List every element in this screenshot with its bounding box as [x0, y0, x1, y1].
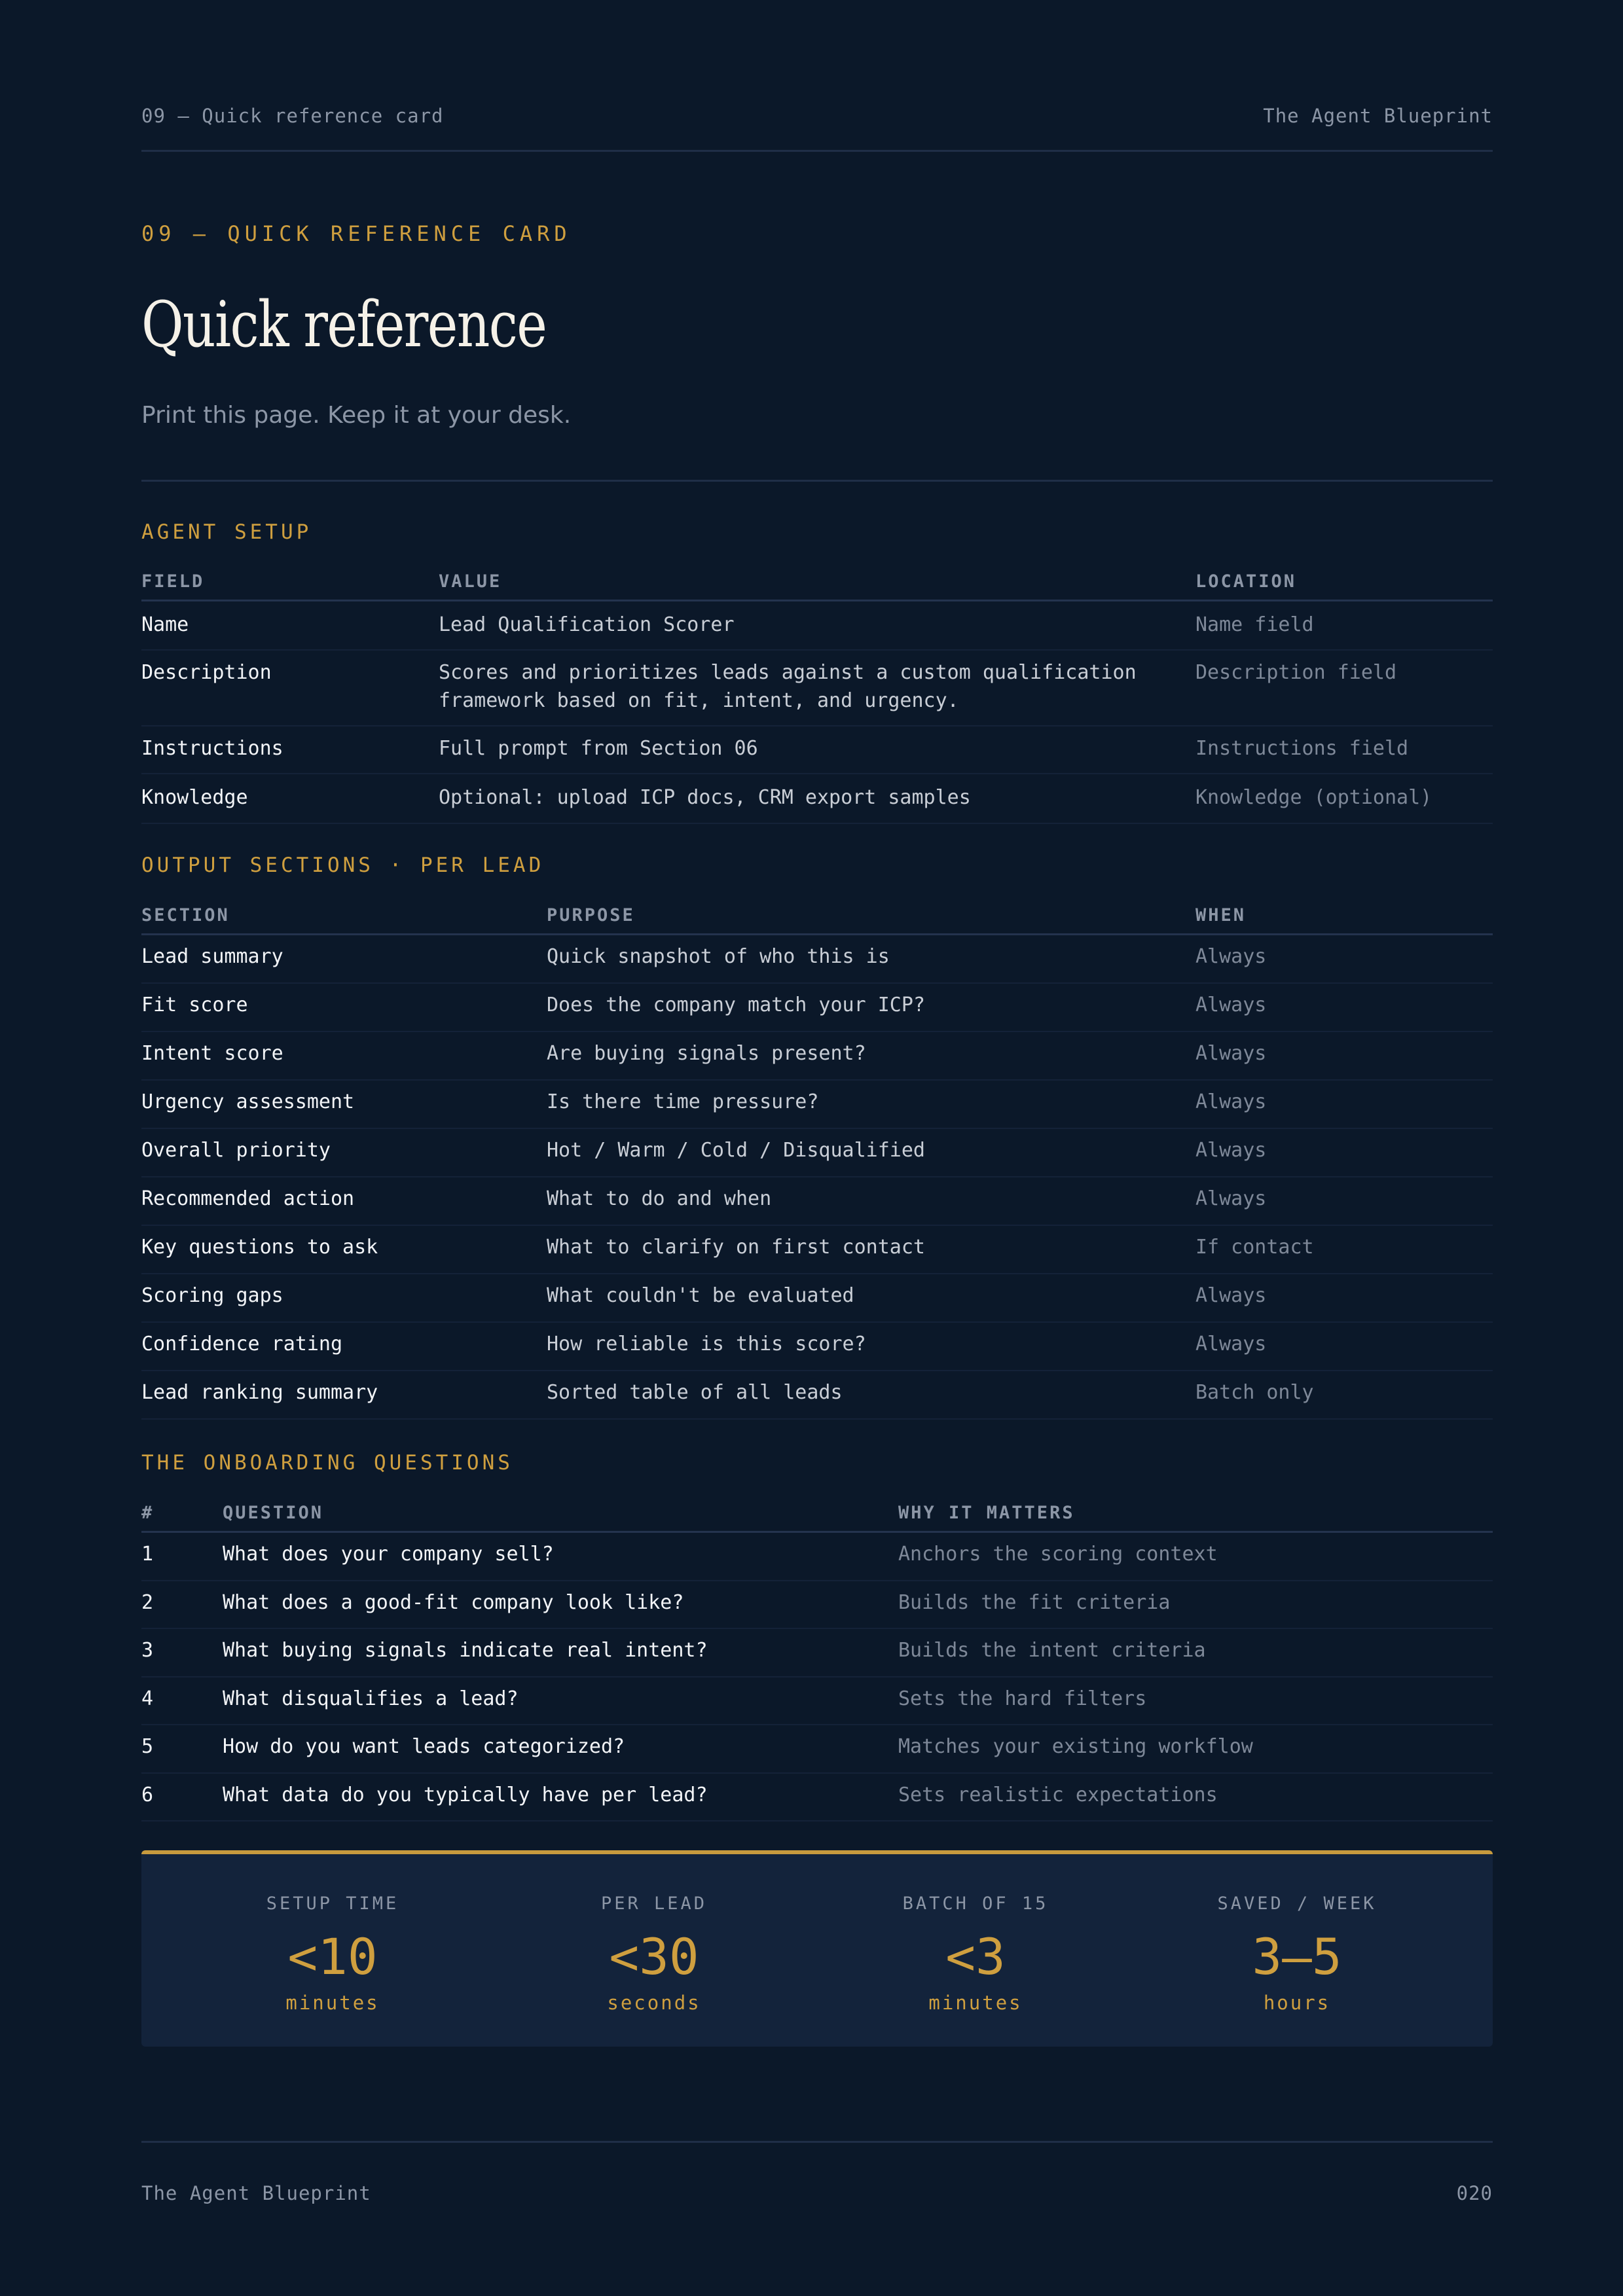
why-it-matters-cell: Sets realistic expectations	[898, 1783, 1218, 1806]
value-cell: Full prompt from Section 06	[439, 737, 758, 760]
stat-value: <3	[945, 1928, 1006, 1986]
section-cell: Confidence rating	[141, 1333, 343, 1355]
value-cell: Scores and prioritizes leads against a custom qualification framework based on fit, intent, and urgency.	[439, 661, 1137, 712]
title-divider	[141, 480, 1493, 482]
table-row	[141, 984, 1493, 1032]
section-cell: Lead ranking summary	[141, 1381, 378, 1404]
field-cell: Instructions	[141, 737, 283, 760]
why-it-matters-cell: Anchors the scoring context	[898, 1543, 1218, 1566]
when-cell: Always	[1195, 1139, 1267, 1162]
purpose-cell: What to do and when	[547, 1187, 772, 1210]
purpose-cell: What couldn't be evaluated	[547, 1284, 854, 1307]
table-row	[141, 1323, 1493, 1371]
stat-value: 3–5	[1252, 1928, 1342, 1986]
agent-setup-table	[141, 561, 1493, 824]
column-header: QUESTION	[223, 1503, 324, 1523]
purpose-cell: Hot / Warm / Cold / Disqualified	[547, 1139, 925, 1162]
purpose-cell: What to clarify on first contact	[547, 1236, 925, 1259]
page-footer	[141, 2182, 1493, 2204]
running-header-section: 09 — Quick reference card	[141, 105, 444, 127]
when-cell: Always	[1195, 1090, 1267, 1113]
column-header: #	[141, 1503, 155, 1523]
purpose-cell: Is there time pressure?	[547, 1090, 819, 1113]
column-header: LOCATION	[1195, 571, 1297, 592]
when-cell: If contact	[1195, 1236, 1314, 1259]
table-row	[141, 1226, 1493, 1274]
purpose-cell: Sorted table of all leads	[547, 1381, 843, 1404]
stat-value: <30	[609, 1928, 699, 1986]
location-cell: Knowledge (optional)	[1195, 786, 1432, 809]
page-number: 020	[1456, 2182, 1493, 2204]
question-number-cell: 5	[141, 1735, 154, 1758]
location-cell: Description field	[1195, 661, 1397, 684]
onboarding-heading: THE ONBOARDING QUESTIONS	[141, 1451, 513, 1475]
why-it-matters-cell: Builds the fit criteria	[898, 1590, 1171, 1614]
question-cell: What does your company sell?	[223, 1543, 554, 1566]
table-row	[141, 1629, 1493, 1677]
table-row	[141, 1032, 1493, 1081]
value-cell: Lead Qualification Scorer	[439, 613, 735, 636]
footer-divider	[141, 2141, 1493, 2143]
section-cell: Intent score	[141, 1042, 283, 1065]
running-header	[141, 105, 1493, 127]
stat-unit: minutes	[285, 1992, 380, 2014]
table-row	[141, 1129, 1493, 1177]
field-cell: Name	[141, 613, 189, 636]
table-row	[141, 774, 1493, 824]
section-cell: Scoring gaps	[141, 1284, 283, 1307]
table-row	[141, 1177, 1493, 1226]
question-cell: What buying signals indicate real intent?	[223, 1639, 708, 1662]
stat-unit: hours	[1263, 1992, 1331, 2014]
output-sections-rows	[141, 935, 1493, 1420]
purpose-cell: Quick snapshot of who this is	[547, 945, 890, 968]
page-title: Quick reference	[141, 288, 547, 361]
table-header	[141, 1492, 1493, 1533]
header-divider	[141, 150, 1493, 152]
question-cell: What disqualifies a lead?	[223, 1687, 519, 1710]
section-cell: Key questions to ask	[141, 1236, 378, 1259]
table-row	[141, 1677, 1493, 1726]
when-cell: Always	[1195, 945, 1267, 968]
section-cell: Lead summary	[141, 945, 283, 968]
question-number-cell: 1	[141, 1543, 154, 1566]
column-header: PURPOSE	[547, 905, 635, 925]
why-it-matters-cell: Sets the hard filters	[898, 1687, 1147, 1710]
table-row	[141, 1081, 1493, 1129]
location-cell: Name field	[1195, 613, 1314, 636]
table-row	[141, 1581, 1493, 1630]
table-row	[141, 726, 1493, 774]
question-number-cell: 4	[141, 1687, 154, 1710]
column-header: SECTION	[141, 905, 230, 925]
value-cell: Optional: upload ICP docs, CRM export samples	[439, 786, 971, 809]
stat-unit: minutes	[928, 1992, 1023, 2014]
purpose-cell: Does the company match your ICP?	[547, 994, 925, 1016]
purpose-cell: Are buying signals present?	[547, 1042, 866, 1065]
field-cell: Description	[141, 661, 272, 684]
stat-unit: seconds	[607, 1992, 701, 2014]
table-row	[141, 1371, 1493, 1420]
location-cell: Instructions field	[1195, 737, 1409, 760]
section-cell: Overall priority	[141, 1139, 331, 1162]
page-subtitle: Print this page. Keep it at your desk.	[141, 402, 572, 429]
table-row	[141, 1533, 1493, 1581]
question-number-cell: 6	[141, 1783, 154, 1806]
section-cell: Fit score	[141, 994, 248, 1016]
stat-label: SAVED / WEEK	[1217, 1893, 1377, 1914]
table-row	[141, 1774, 1493, 1822]
table-row	[141, 651, 1493, 726]
output-sections-table	[141, 895, 1493, 1420]
purpose-cell: How reliable is this score?	[547, 1333, 866, 1355]
when-cell: Always	[1195, 1284, 1267, 1307]
column-header: FIELD	[141, 571, 205, 592]
table-header	[141, 561, 1493, 601]
when-cell: Always	[1195, 1187, 1267, 1210]
section-eyebrow: 09 — QUICK REFERENCE CARD	[141, 221, 572, 246]
stat-label: SETUP TIME	[266, 1893, 399, 1914]
stat-value: <10	[287, 1928, 378, 1986]
question-cell: What data do you typically have per lead?	[223, 1783, 708, 1806]
stats-panel	[141, 1850, 1493, 2047]
column-header: WHY IT MATTERS	[898, 1503, 1075, 1523]
stat-label: BATCH OF 15	[902, 1893, 1049, 1914]
table-header	[141, 895, 1493, 935]
question-cell: What does a good-fit company look like?	[223, 1590, 684, 1614]
footer-title: The Agent Blueprint	[141, 2182, 371, 2204]
column-header: WHEN	[1195, 905, 1247, 925]
field-cell: Knowledge	[141, 786, 248, 809]
column-header: VALUE	[439, 571, 502, 592]
onboarding-table	[141, 1492, 1493, 1821]
question-cell: How do you want leads categorized?	[223, 1735, 625, 1758]
question-number-cell: 2	[141, 1590, 154, 1614]
section-cell: Recommended action	[141, 1187, 355, 1210]
table-row	[141, 601, 1493, 651]
agent-setup-heading: AGENT SETUP	[141, 520, 312, 544]
output-sections-heading: OUTPUT SECTIONS · PER LEAD	[141, 853, 545, 877]
table-row	[141, 935, 1493, 984]
section-cell: Urgency assessment	[141, 1090, 355, 1113]
stat-label: PER LEAD	[600, 1893, 708, 1914]
onboarding-rows	[141, 1533, 1493, 1821]
why-it-matters-cell: Builds the intent criteria	[898, 1639, 1206, 1662]
question-number-cell: 3	[141, 1639, 154, 1662]
when-cell: Always	[1195, 994, 1267, 1016]
when-cell: Always	[1195, 1042, 1267, 1065]
table-row	[141, 1274, 1493, 1323]
table-row	[141, 1725, 1493, 1774]
when-cell: Batch only	[1195, 1381, 1314, 1404]
why-it-matters-cell: Matches your existing workflow	[898, 1735, 1253, 1758]
running-header-title: The Agent Blueprint	[1263, 105, 1493, 127]
when-cell: Always	[1195, 1333, 1267, 1355]
